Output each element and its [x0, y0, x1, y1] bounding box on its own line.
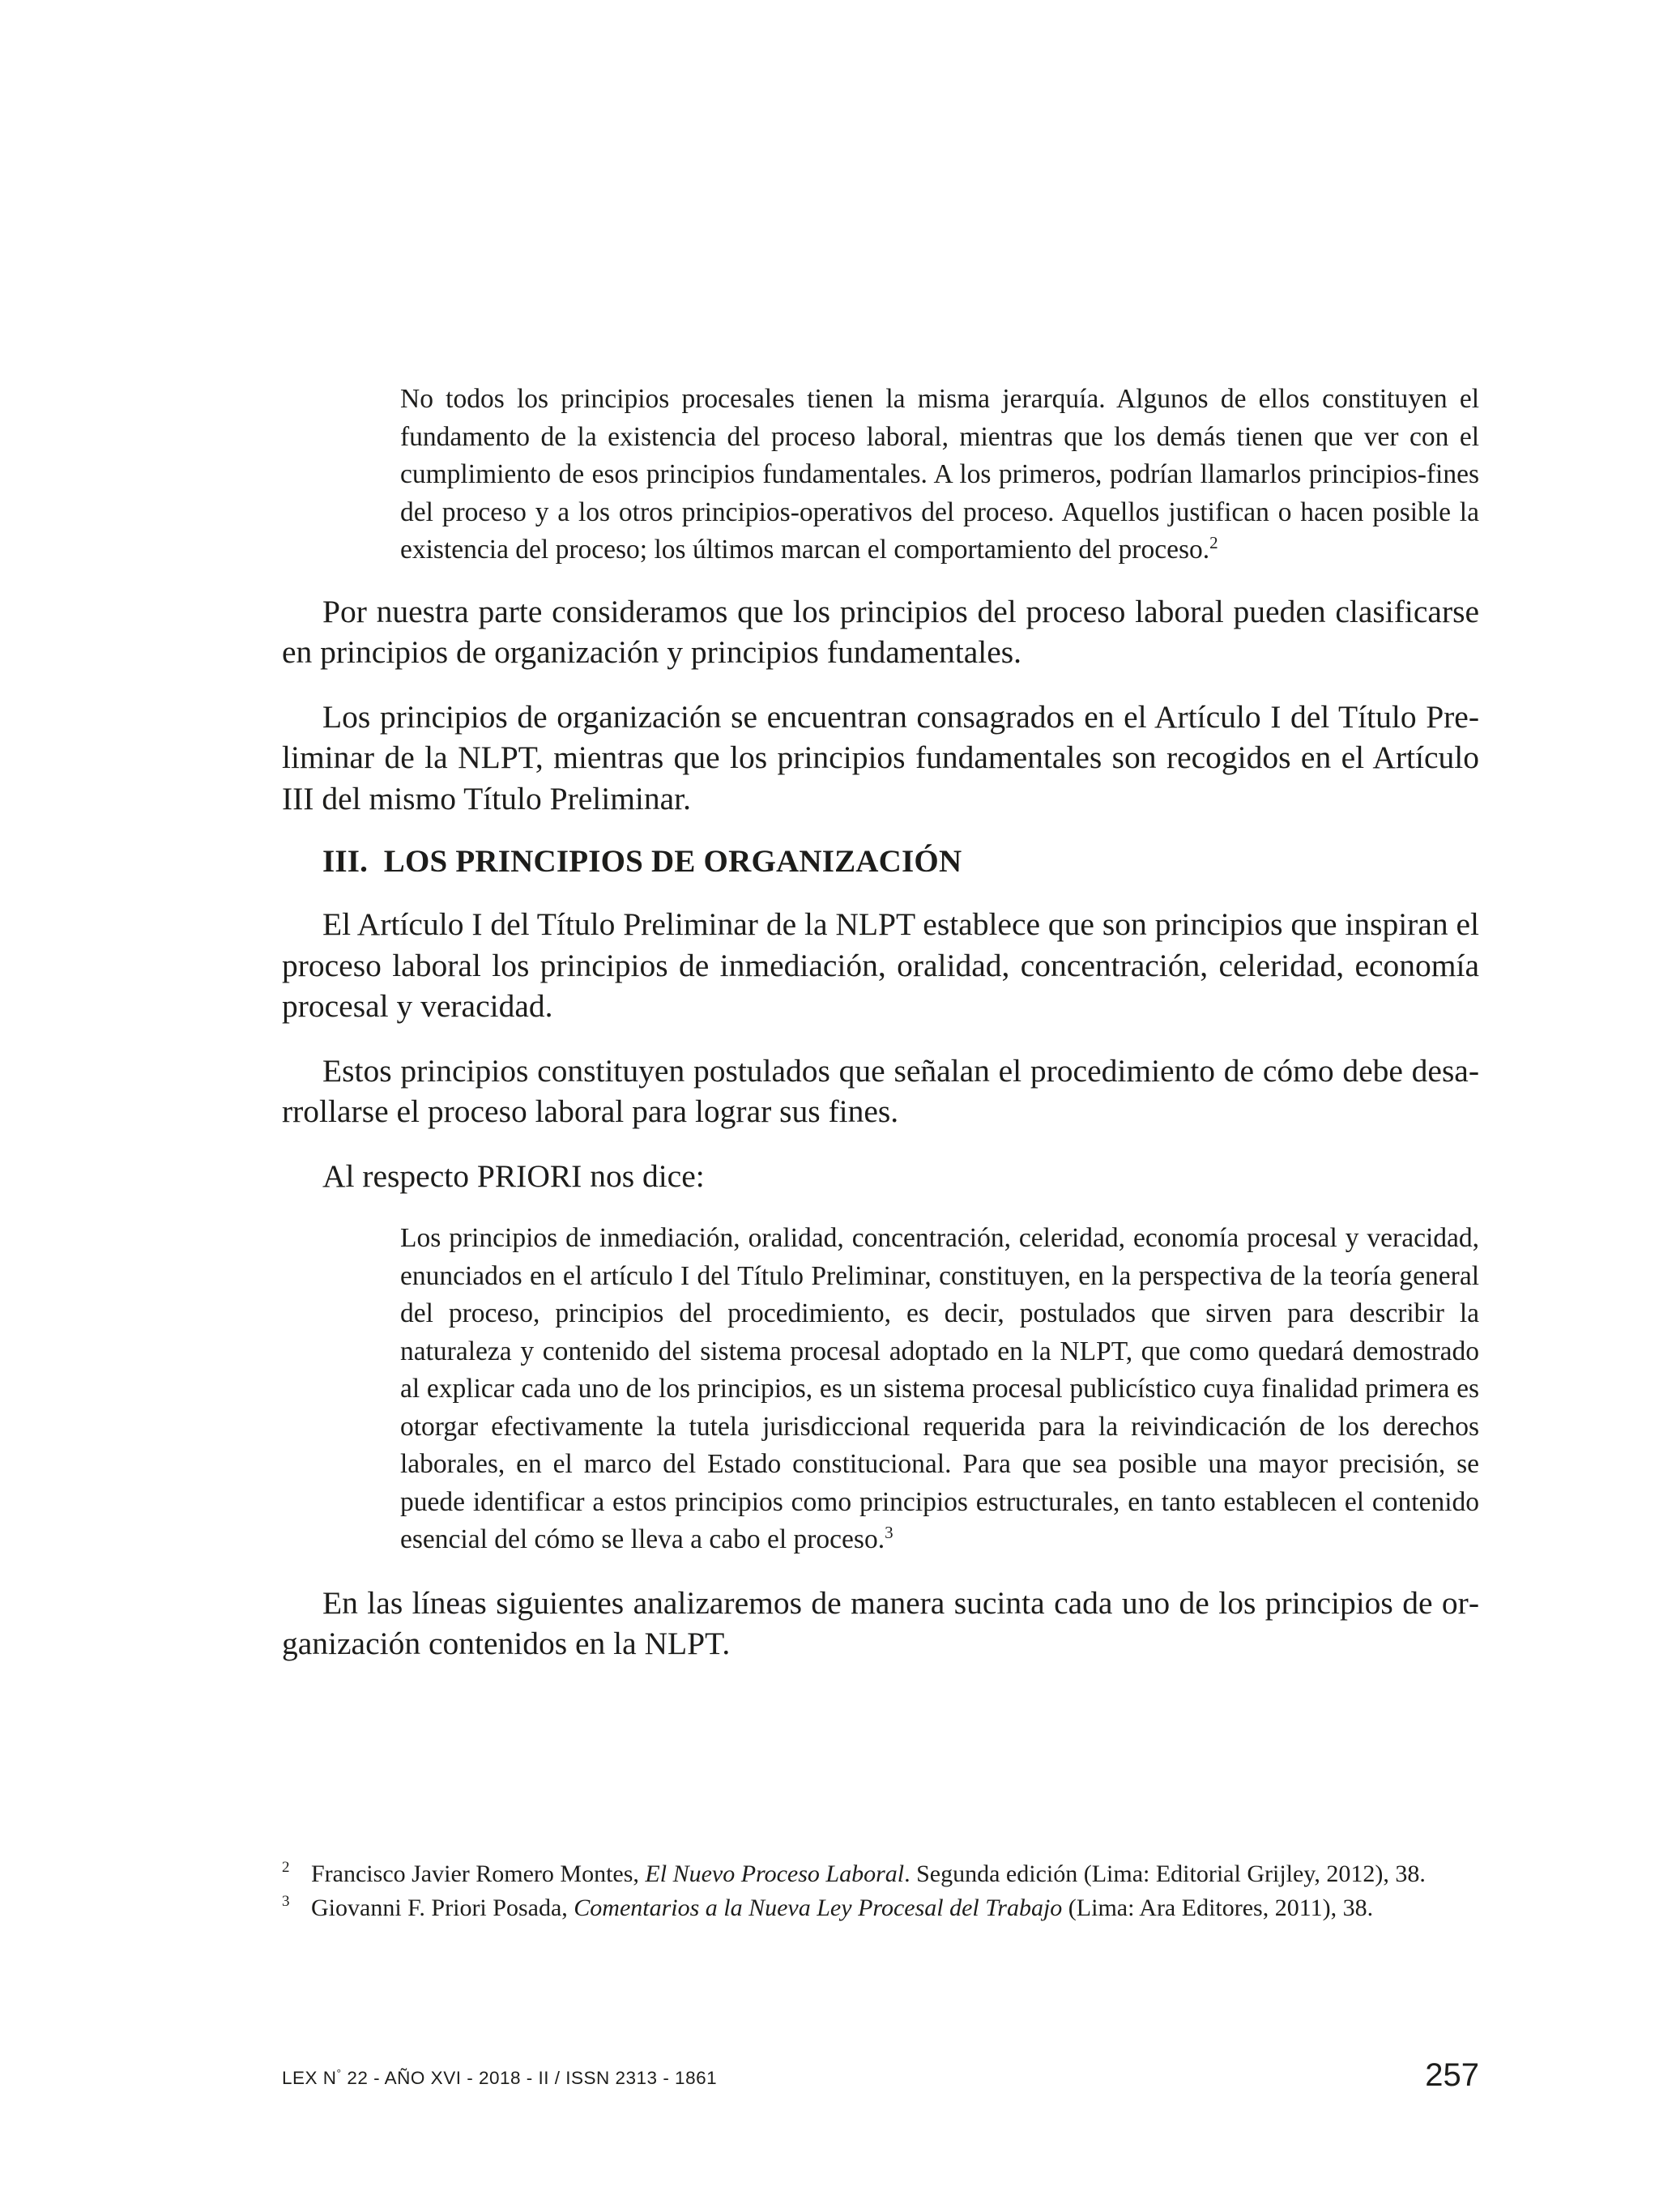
paragraph-postulados: Estos principios constituyen postulados que señalan el procedimiento de cómo debe desarrollarse el proceso laboral para lograr sus fines.: [282, 1052, 1479, 1129]
quote-text: No todos los principios procesales tienen la misma jerarquía. Algunos de ellos constituyen el fundamento de la existencia del proceso laboral, mientras que los demás tienen que ver con el cumplimiento de esos principios fundamentales. A los primeros, podrían llamarlos principios-fines del proceso y a los otros principios-operativos del proceso. Aquellos justifican o hacen posible la existencia del proceso; los últimos marcan el comportamiento del proceso.: [400, 384, 1479, 565]
footnote-text: Giovanni F. Priori Posada, Comentarios a la Nueva Ley Procesal del Trabajo (Lima: Ara Editores, 2011), 38.: [311, 1894, 1374, 1921]
journal-citation: LEX N° 22 - AÑO XVI - 2018 - II / ISSN 2313 - 1861: [282, 2066, 718, 2088]
footnote-ref-2[interactable]: 2: [1209, 532, 1218, 552]
paragraph-article-i: El Artículo I del Título Preliminar de la NLPT establece que son principios que inspiran el proceso laboral los principios de inmediación, oralidad, concentración, celeridad, economía procesal y veracidad.: [282, 906, 1479, 1024]
footnote-title: Comentarios a la Nueva Ley Procesal del Trabajo: [574, 1894, 1063, 1921]
footnote-mark: 2: [282, 1859, 290, 1876]
paragraph-closing: En las líneas siguientes analizaremos de manera sucinta cada uno de los principios de organización contenidos en la NLPT.: [282, 1584, 1479, 1661]
quote-text: Los principios de inmediación, oralidad, concentración, celeridad, economía procesal y veracidad, enunciados en el artículo I del Título Preliminar, constituyen, en la perspectiva de la teoría general del proceso, principios del procedimiento, es decir, postulados que sirven para describir la naturaleza y contenido del sistema procesal adoptado en la NLPT, que como quedará demostrado al explicar cada uno de los principios, es un sistema procesal publicístico cuya finalidad primera es otorgar efectivamente la tutela jurisdiccional requerida para la reivindicación de los derechos laborales, en el marco del Estado constitucional. Para que sea posible una mayor precisión, se puede identificar a estos principios como principios estructurales, en tanto establecen el contenido esencial del cómo se lleva a cabo el proceso.: [400, 1223, 1479, 1554]
section-heading: III. LOS PRINCIPIOS DE ORGANIZACIÓN: [322, 844, 962, 879]
footnote-mark: 3: [282, 1893, 290, 1910]
main-text: [282, 381, 1479, 1664]
footnotes: [282, 1859, 1479, 1927]
paragraph-classification: Por nuestra parte consideramos que los principios del proceso laboral pueden clasificarse en principios de organización y principios fundamentales.: [282, 593, 1479, 670]
footnote-text: Francisco Javier Romero Montes, El Nuevo Proceso Laboral. Segunda edición (Lima: Editorial Grijley, 2012), 38.: [311, 1860, 1426, 1887]
footnote-2: [282, 1859, 1479, 1893]
block-quote-romero: [400, 381, 1479, 569]
paragraph-priori-intro: Al respecto PRIORI nos dice:: [322, 1157, 705, 1194]
paragraph-articles: Los principios de organización se encuentran consagrados en el Artículo I del Título Preliminar de la NLPT, mientras que los principios fundamentales son recogidos en el Artículo III del mismo Título Preliminar.: [282, 698, 1479, 816]
footnote-title: El Nuevo Proceso Laboral: [645, 1860, 905, 1887]
block-quote-priori: [400, 1220, 1479, 1559]
footnote-ref-3[interactable]: 3: [885, 1522, 893, 1542]
footnote-3: [282, 1893, 1479, 1927]
page-number: 257: [1425, 2057, 1479, 2093]
